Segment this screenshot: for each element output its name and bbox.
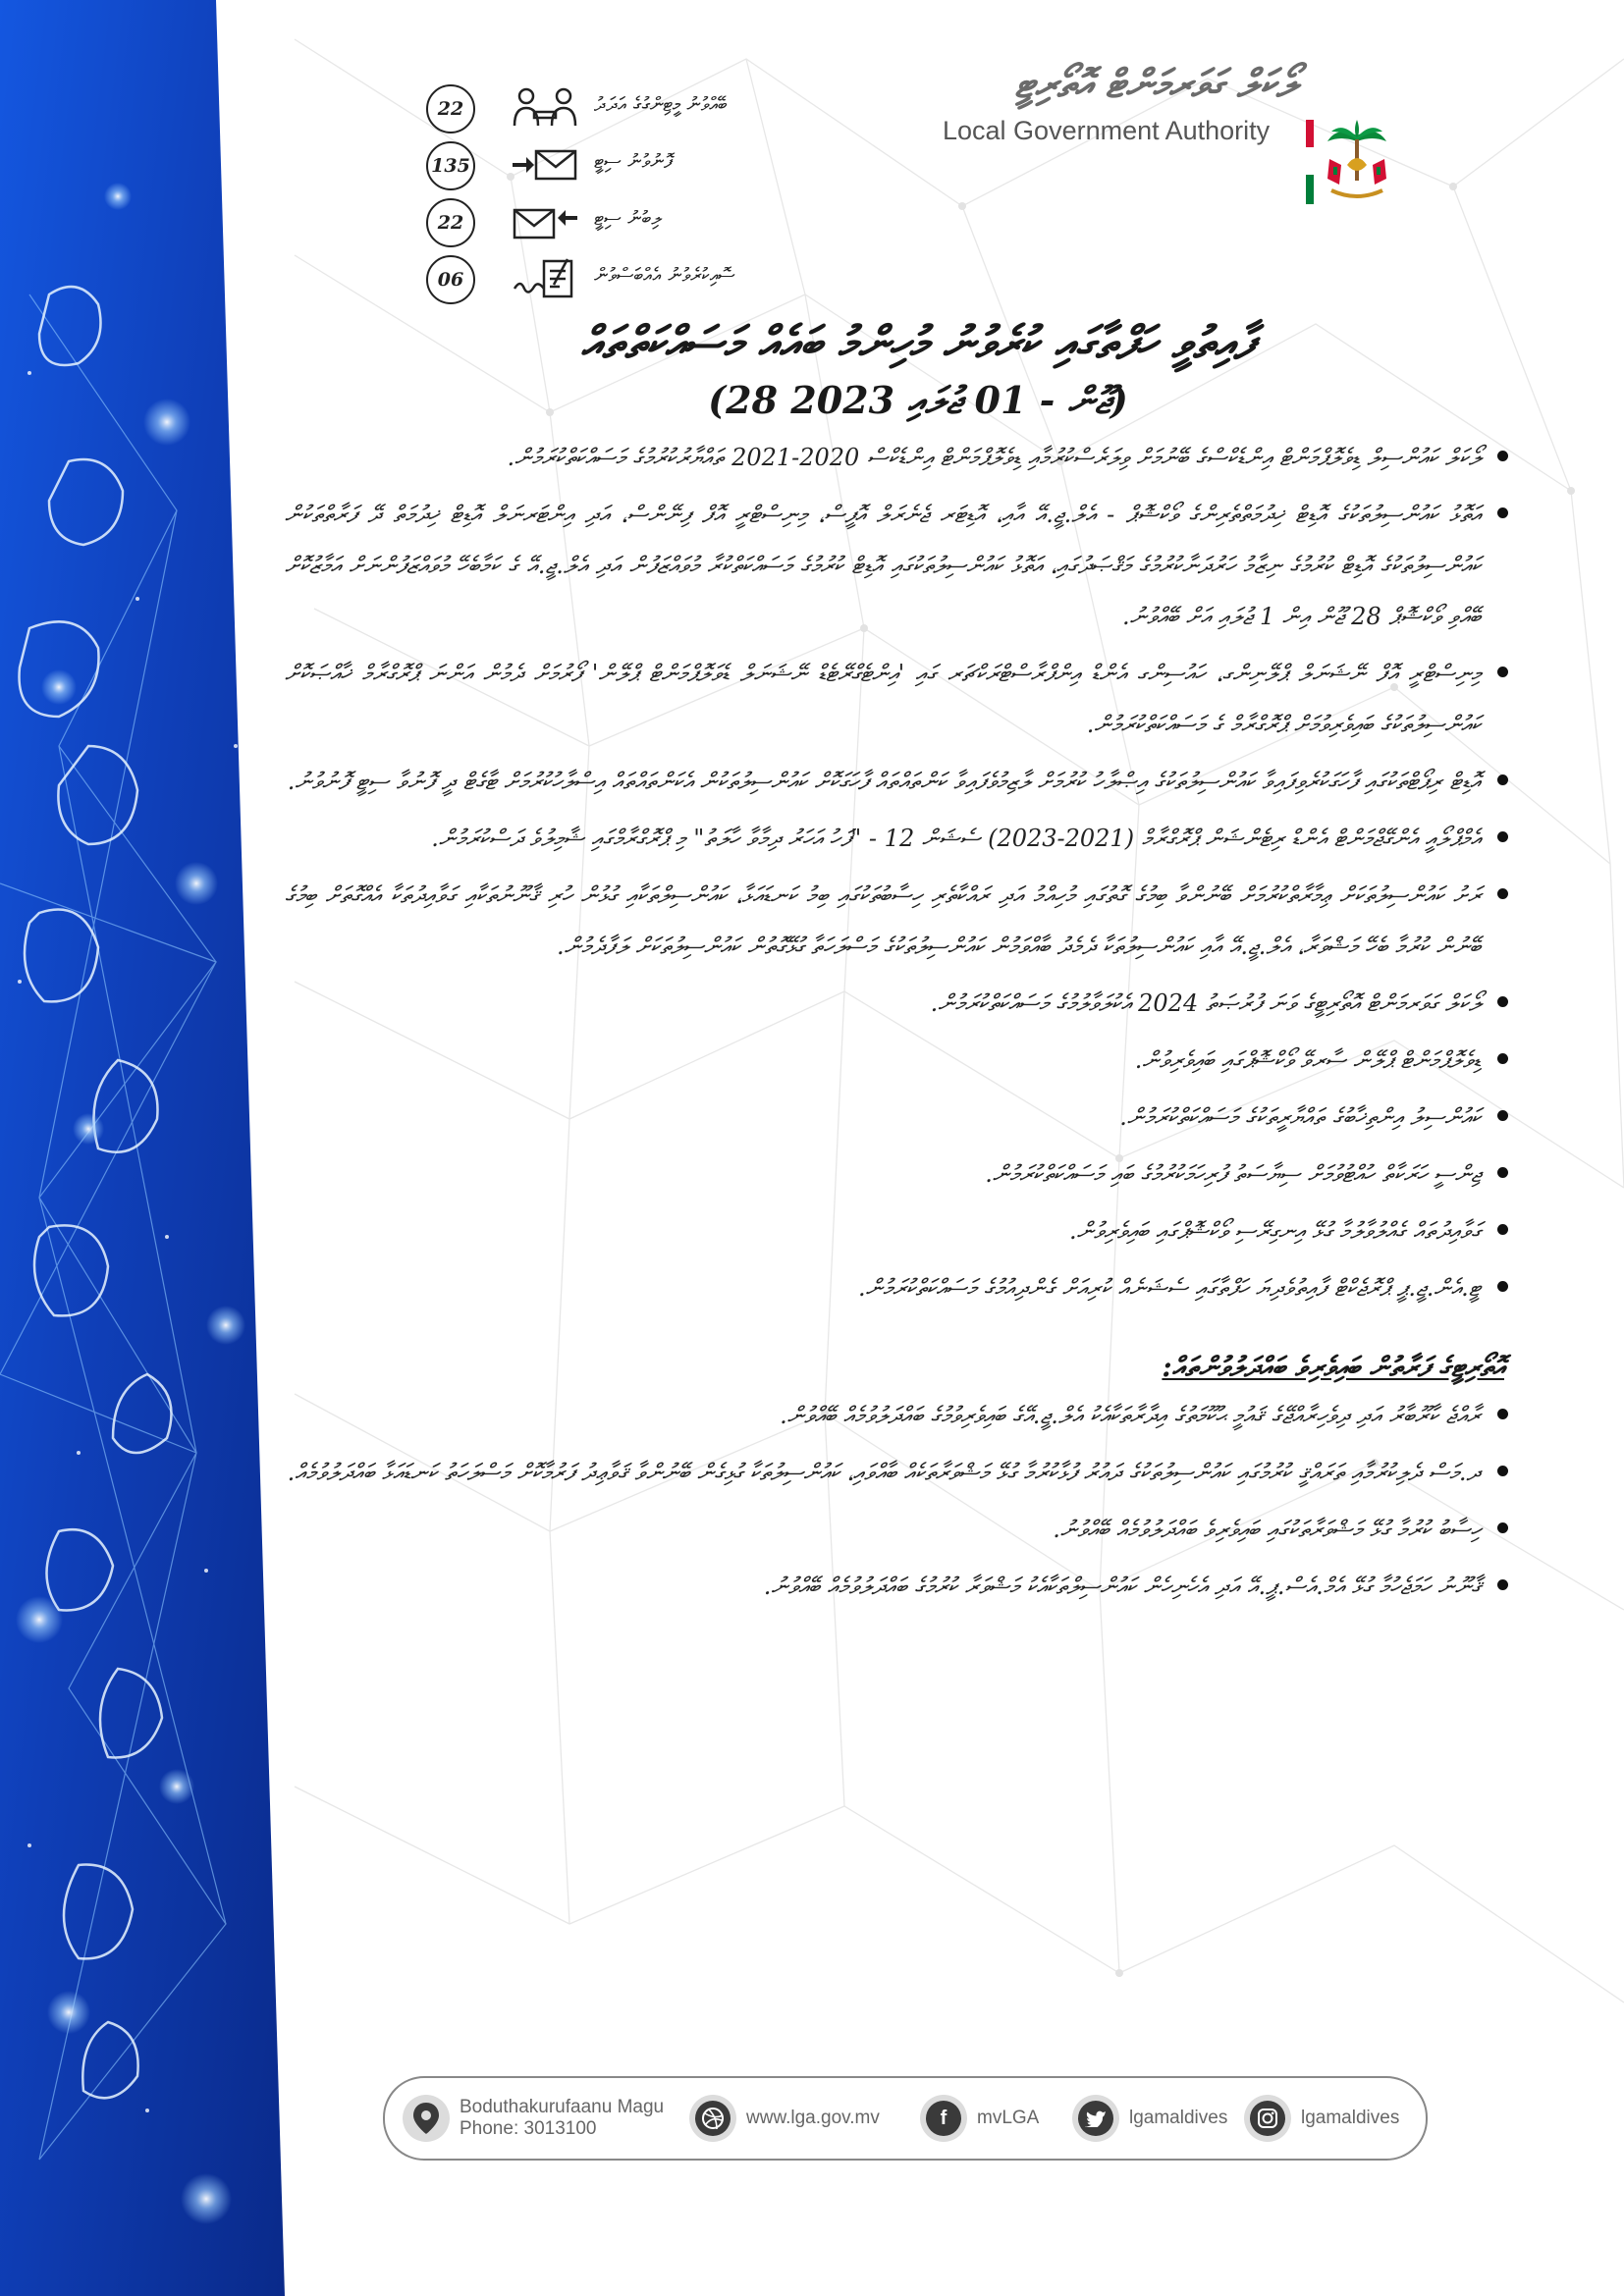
page-subtitle-date-range: (28 ޖޫން - 01 ޖުލައި 2023) <box>708 378 1128 422</box>
page-title: ފާއިތުވީ ހަފްތާގައި ކުރެވުނު މުހިންމު ބައެއް މަސައްކަތްތައް <box>580 316 1256 369</box>
location-pin-icon <box>403 2095 450 2142</box>
address-text: Boduthakurufaanu Magu <box>460 2097 665 2117</box>
list-item: ޤާނޫނު ހަމަޖެހުމާ ގުޅޭ އެމް.އެސް.ޕީ.އޭ އަދި އެހެނިހެން ކައުންސިލްތަކާއެކު މަޝްވަރާ ކުރުމުގެ ބައްދަލުވުމެއް ބޭއްވުނު. <box>285 1561 1512 1612</box>
list-item: ގަވާއިދުތައް ގެއްލުވާލުމާ ގުޅޭ އިނގިރޭސި ވޯކްޝޮޕްގައި ބައިވެރިވުން. <box>285 1205 1512 1256</box>
bullet-icon <box>1497 996 1508 1007</box>
bullet-icon <box>1497 1409 1508 1419</box>
meetings-list <box>285 1390 1512 1612</box>
bullet-icon <box>1497 1053 1508 1064</box>
organization-name-dhivehi: ލޯކަލް ގަވަރމަންޓް އޮތޯރިޓީ <box>1014 61 1296 107</box>
activities-list <box>285 432 1512 1313</box>
dribbble-globe-icon <box>689 2095 736 2142</box>
list-item: ޓީ.އެން.ޖީ.ޕީ ޕްރޮޖެކްޓް ފާއިތުވެދިޔަ ހަފްތާގައި ސެޝަނެއް ކުރިއަށް ގެންދިއުމުގެ މަސައްކަތްކުރަމުން. <box>285 1262 1512 1313</box>
meeting-icon <box>511 86 579 130</box>
bullet-icon <box>1497 451 1508 461</box>
stat-meetings <box>422 84 913 133</box>
list-item: ރާއްޖެ ކާރޫބާރު އަދި ދިވެހިރާއްޖޭގެ ޤައުމީ ޙުކޫމަތުގެ އިދާރާތަކާއެކު އެލް.ޖީ.އޭގެ ބައިވެރިވުމުގެ ބައްދަލުވުމެއް ބޭއްވުން. <box>285 1390 1512 1441</box>
signed-document-icon <box>511 257 579 300</box>
bullet-icon <box>1497 1224 1508 1235</box>
list-item: ރަށު ކައުންސިލުތަކަށް ޢިމާރާތްކުރުމަށް ބޭނުންވާ ބިމުގެ ގޮތުގައި މުހިއްމު އަދި ރައްކާތެރި ހިސާބުތަކުގައި ބިމު ކަނޑައަޅާ، ކައުންސިލްތަކާއި ގުޅުން ހުރި ޤާނޫނުތަކާއި ގަވާއިދުތަކާ އެއްގޮތަށް ބިމުގެ ބޭނުން ކުރުމާ ބެހޭ މަޝްވަރާ، އެލް.ޖީ.އޭ އާއި ކައުންސިލުތަކާ ދެމެދު ބާއްވަމުން ކައުންސިލުތަކުގެ މަސްލަހަތާ ގުޅޭގޮތުން ކައުންސިލުތަކަށް ލަފާދެމުން. <box>285 870 1512 972</box>
footer-facebook[interactable] <box>920 2094 1039 2143</box>
footer-twitter[interactable] <box>1072 2094 1227 2143</box>
stat-label: ބޭއްވުނު މީޓިންގުގެ އަދަދު <box>594 92 728 116</box>
phone-text: Phone: 3013100 <box>460 2118 597 2139</box>
list-item: ހިސާބު ކުރުމާ ގުޅޭ މަޝްވަރާތަކުގައި ބައިވެރިވެ ބައްދަލުވުމެއް ބޭއްވުނު. <box>285 1504 1512 1555</box>
bullet-icon <box>1497 507 1508 518</box>
facebook-handle[interactable]: mvLGA <box>977 2108 1040 2128</box>
main-content <box>285 432 1512 1618</box>
contact-footer <box>383 2076 1428 2161</box>
twitter-icon <box>1072 2095 1119 2142</box>
list-item: އޮޑިޓް ރިޕޯޓްތަކުގައި ފާހަގަކުރެވިފައިވާ ކައުންސިލުތަކުގެ އިޞްލާހު ކުރުމަށް ލާޒިމުވެފައިވާ ކަންތައްތައް ފާހަގަކޮށް ކައުންސިލުތަކުން އެކަންތައްތައް އިސްލާހުކުރުމަށް ޓާގެޓް ދީ ފޮނުވާ ސިޓީ ފޮނުވުނު. <box>285 756 1512 807</box>
bullet-icon <box>1497 888 1508 899</box>
list-item: އަތޮޅު ކައުންސިލުތަކުގެ އޮޑިޓް ޚިދުމަތްތެރިންގެ ވޯކްޝޮޕް - އެލް.ޖީ.އޭ އާއި، އޮޑިޓަރ ޖެނެރަލް އޮފީސް، މިނިސްޓްރީ އޮފް ފިނޭންސް، އަދި އިންޓަރނަލް އޮޑިޓް ޚިދުމަތް ދޭ ފަރާތްތަކުން ކައުންސިލުތަކުގެ އޮޑިޓް ކުރުމުގެ ނިޒާމު ހަރުދަނާކުރުމުގެ މަޤްޞަދުގައި، އަތޮޅު ކައުންސިލުތަކުގައި އޮޑިޓް ކުރުމުގެ މަސައްކަތްކުރާ މުވައްޒަފުން އަދި އެލް.ޖީ.އޭ ގެ ކަމާބެހޭ މުވައްޒަފުންނަށް އަމާޒުކޮށް ބޭއްވި ވޯކްޝޮޕް 28 ޖޫން އިން 1 ޖުލައި އަށް ބޭއްވުނު. <box>285 489 1512 642</box>
organization-name-english: Local Government Authority <box>943 116 1271 145</box>
maldives-state-emblem-icon <box>1304 116 1394 209</box>
outgoing-mail-icon <box>511 143 579 187</box>
twitter-handle[interactable]: lgamaldives <box>1129 2108 1228 2128</box>
list-item: ކައުންސިލު އިންތިޚާބުގެ ތައްޔާރީތަކުގެ މަސައްކަތްކުރަމުން. <box>285 1092 1512 1143</box>
bullet-icon <box>1497 667 1508 677</box>
stat-label: ސޮއިކުރެވުނު އެއްބަސްވުން <box>594 263 735 287</box>
stat-label: ލިބުނު ސިޓީ <box>594 206 663 230</box>
stat-sent-letters <box>422 141 913 190</box>
footer-website[interactable] <box>689 2094 880 2143</box>
bullet-icon <box>1497 1167 1508 1178</box>
maldives-map-panel <box>0 0 285 2296</box>
stat-value: 22 <box>426 84 475 133</box>
stat-value: 22 <box>426 198 475 247</box>
footer-address <box>403 2094 664 2143</box>
list-item: ޑިވެލޮޕްމަންޓް ޕްލޭން ސާރވޭ ވޯކްޝޮޕްގައި ބައިވެރިވުން. <box>285 1035 1512 1086</box>
instagram-icon <box>1244 2095 1291 2142</box>
stat-label: ފޮނުވުނު ސިޓީ <box>594 149 673 173</box>
incoming-mail-icon <box>511 200 579 243</box>
stat-signed-agreements <box>422 255 913 304</box>
bullet-icon <box>1497 1466 1508 1476</box>
list-item: ޖިންސީ ހަރަކާތް ހުއްޓުވުމަށް ސިޔާސަތު ފުރިހަމަކުރުމުގެ ބައި މަސައްކަތްކުރަމުން. <box>285 1148 1512 1200</box>
bullet-icon <box>1497 831 1508 842</box>
bullet-icon <box>1497 1522 1508 1533</box>
facebook-icon: f <box>920 2095 967 2142</box>
list-item: ދ.މަސް ދެލިކުރުމާއި ތަރައްޤީ ކުރުމުގައި ކައުންސިލުތަކުގެ ދައުރު ފުޅާކުރުމާ ގުޅޭ މަޝްވަރާތަކެއް ބާއްވައި، ކައުންސިލުތަކާ ގުޅިގެން ބޭނުންވާ ޤަވާޢިދު ފަރުމާކޮށް މަސްލަހަތު ކަނޑައަޅާ ބައްދަލުވުމެއް. <box>285 1447 1512 1498</box>
list-item: އެމްޕްލޯއީ އެންގޭޖްމަންޓް އެންޑް ރިޓެންޝަން ޕްރޮގްރާމް (2021-2023) ސެޝަން 12 - "ފަހު އަހަރު ދިމާވާ ހާލަތު" މި ޕްރޮގްރާމްގައި ޝާމިލުވެ ދަސްކުރަމުން. <box>285 813 1512 864</box>
list-item: ލޯކަލް ގަވަރމަންޓް އޮތޯރިޓީގެ ވަނަ ފުރުޞަތު 2024 އެކުލަވާލުމުގެ މަސައްކަތްކުރަމުން. <box>285 978 1512 1029</box>
stat-value: 06 <box>426 255 475 304</box>
bullet-icon <box>1497 774 1508 785</box>
footer-instagram[interactable] <box>1244 2094 1399 2143</box>
instagram-handle[interactable]: lgamaldives <box>1301 2108 1400 2128</box>
bullet-icon <box>1497 1110 1508 1121</box>
stat-received-letters <box>422 198 913 247</box>
bullet-icon <box>1497 1579 1508 1590</box>
website-link[interactable]: www.lga.gov.mv <box>746 2108 880 2128</box>
list-item: ލޯކަލް ކައުންސިލް ޑިވެލޮޕްމަންޓް އިންޑެކްސްގެ ބޭނުމަށް ވިލަރެސްކުރުމާއި ޑިވެލޮޕްމަންޓް އިންޑެކްސް 2020-2021 ތައްޔާރުކުރުމުގެ މަސައްކަތްކުރަމުން. <box>285 432 1512 483</box>
list-item: މިނިސްޓްރީ އޮފް ނޭޝަނަލް ޕްލޭނިންގ، ހައުސިންގ އެންޑް އިންފްރާސްޓްރަކްޗަރ ގައި 'އިންޓެގްރޭޓެޑް ނޭޝަނަލް ޑެވަލޮޕްމަންޓް ޕްލޭން' ފޯރުމަށް ދެމުން އަންނަ ޕްރޮގްރާމް ޚާއްޞަކޮށް ކައުންސިލުތަކުގެ ބައިވެރިވުމަށް ޕްރޮގްރާމް ގެ މަސައްކަތްކުރަމުން. <box>285 648 1512 750</box>
section-heading-meetings: އޮތޯރިޓީގެ ފަރާތުން ބައިވެރިވެ ބައްދަލުވުންތައް: <box>1162 1351 1504 1383</box>
stat-value: 135 <box>426 141 475 190</box>
bullet-icon <box>1497 1281 1508 1292</box>
